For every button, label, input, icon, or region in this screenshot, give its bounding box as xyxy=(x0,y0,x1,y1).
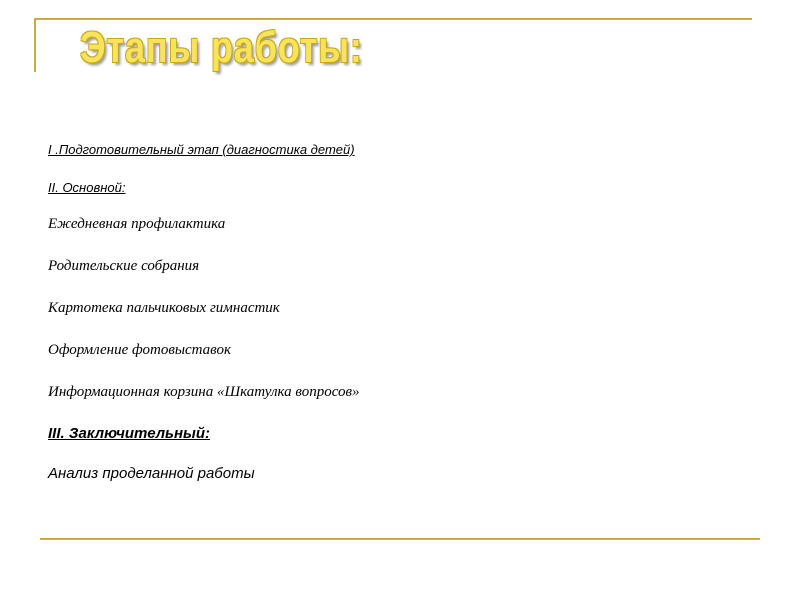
slide-title: Этапы работы: xyxy=(80,23,363,72)
list-item-info-basket: Информационная корзина «Шкатулка вопросов» xyxy=(48,384,360,400)
stage-3-heading: III. Заключительный: xyxy=(48,425,210,442)
list-item-finger-gymnastics: Картотека пальчиковых гимнастик xyxy=(48,300,280,316)
stage-1-heading: I .Подготовительный этап (диагностика детей) xyxy=(48,142,355,157)
stage-2-heading: II. Основной: xyxy=(48,180,126,195)
list-item-daily-prevention: Ежедневная профилактика xyxy=(48,216,226,232)
frame-bottom-line xyxy=(40,538,760,540)
frame-left-line xyxy=(34,18,36,72)
frame-top-line xyxy=(34,18,752,20)
list-item-parent-meetings: Родительские собрания xyxy=(48,258,200,274)
list-item-work-analysis: Анализ проделанной работы xyxy=(48,465,255,482)
list-item-photo-exhibitions: Оформление фотовыставок xyxy=(48,342,231,358)
